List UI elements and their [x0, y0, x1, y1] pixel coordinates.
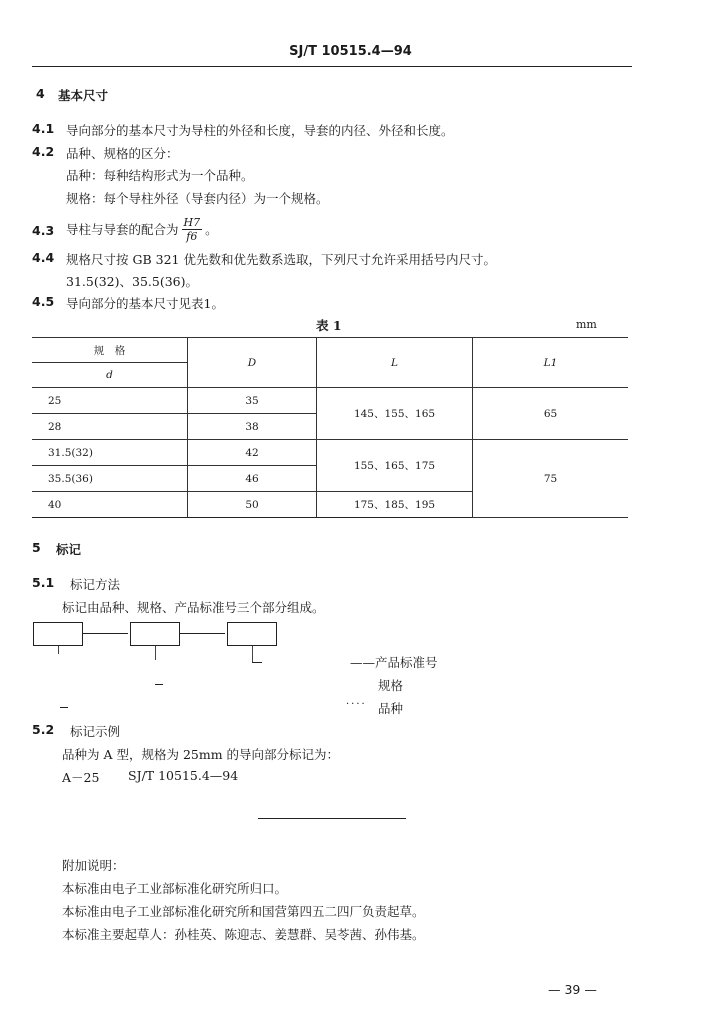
- cell-D: 38: [188, 414, 317, 440]
- page-number: — 39 —: [548, 982, 597, 997]
- connector-dash: [83, 633, 128, 634]
- dimension-table: [32, 337, 628, 518]
- cell-L1: 75: [473, 440, 629, 518]
- item-5-1-number: 5.1: [32, 575, 55, 590]
- cell-d: 28: [32, 414, 188, 440]
- header-D: D: [188, 338, 317, 388]
- kind-leader-dots: ····: [346, 699, 367, 710]
- header-L: L: [317, 338, 473, 388]
- spec-leader: [155, 646, 156, 660]
- item-4-4-text: 规格尺寸按 GB 321 优先数和优先数系选取，下列尺寸允许采用括号内尺寸。: [66, 252, 496, 267]
- notes-line: 本标准主要起草人：孙桂英、陈迎志、姜慧群、吴苓茜、孙伟基。: [62, 927, 425, 942]
- cell-L1: 65: [473, 388, 629, 440]
- spec-label: 规格: [378, 678, 404, 693]
- notes-title: 附加说明：: [62, 858, 125, 873]
- item-4-4-number: 4.4: [32, 250, 55, 265]
- table-unit: mm: [576, 318, 597, 331]
- item-4-3-end: 。: [205, 222, 218, 237]
- cell-d: 31.5(32): [32, 440, 188, 466]
- standard-leader: [252, 646, 253, 662]
- item-4-2-number: 4.2: [32, 144, 55, 159]
- section-5-number: 5: [32, 540, 41, 555]
- fit-fraction: [182, 216, 203, 243]
- item-4-3-line: [66, 212, 218, 246]
- header-L1: L1: [473, 338, 629, 388]
- kind-leader-foot: [60, 707, 68, 708]
- table-header-row: [32, 338, 628, 363]
- item-5-1-title: 标记方法: [70, 577, 121, 592]
- spec-box: [130, 622, 180, 646]
- spec-leader-foot: [155, 684, 163, 685]
- notes-line: 本标准由电子工业部标准化研究所和国营第四五二四厂负责起草。: [62, 904, 425, 919]
- item-4-3-text: 导柱与导套的配合为: [66, 222, 179, 237]
- kind-box: [33, 622, 83, 646]
- item-5-1-text: 标记由品种、规格、产品标准号三个部分组成。: [62, 600, 325, 615]
- cell-D: 46: [188, 466, 317, 492]
- section-4-title: 基本尺寸: [58, 88, 109, 103]
- item-4-4-continuation: 31.5(32)、35.5(36)。: [66, 274, 198, 289]
- notes-line: 本标准由电子工业部标准化研究所归口。: [62, 881, 288, 896]
- connector-dash: [180, 633, 225, 634]
- standard-number-label: ——产品标准号: [350, 655, 438, 670]
- item-4-1-number: 4.1: [32, 121, 55, 136]
- cell-D: 50: [188, 492, 317, 518]
- item-4-1-text: 导向部分的基本尺寸为导柱的外径和长度，导套的内径、外径和长度。: [66, 123, 454, 138]
- section-5-title: 标记: [56, 542, 82, 557]
- kind-label: 品种: [378, 701, 404, 716]
- standard-box: [227, 622, 277, 646]
- table-row: [32, 388, 628, 414]
- cell-L: 145、155、165: [317, 388, 473, 440]
- end-rule: [258, 818, 406, 819]
- cell-d: 35.5(36): [32, 466, 188, 492]
- item-4-3-number: 4.3: [32, 223, 55, 238]
- section-4-number: 4: [36, 86, 45, 101]
- example-kind-spec: A－25: [62, 770, 100, 785]
- item-4-5-text: 导向部分的基本尺寸见表1。: [66, 296, 224, 311]
- cell-d: 40: [32, 492, 188, 518]
- header-d: d: [32, 363, 188, 388]
- header-rule: [32, 66, 632, 67]
- cell-L: 175、185、195: [317, 492, 473, 518]
- cell-D: 42: [188, 440, 317, 466]
- item-5-2-text: 品种为 A 型，规格为 25mm 的导向部分标记为：: [62, 747, 340, 762]
- item-4-2-spec-line: 规格：每个导柱外径（导套内径）为一个规格。: [66, 191, 329, 206]
- cell-d: 25: [32, 388, 188, 414]
- table-title: 表 1: [316, 318, 342, 333]
- item-4-5-number: 4.5: [32, 294, 55, 309]
- item-5-2-number: 5.2: [32, 722, 55, 737]
- document-code-header: SJ/T 10515.4—94: [289, 44, 412, 59]
- example-standard: SJ/T 10515.4—94: [128, 768, 239, 783]
- item-4-2-text: 品种、规格的区分：: [66, 146, 179, 161]
- cell-D: 35: [188, 388, 317, 414]
- header-spec: 规 格: [32, 338, 188, 363]
- item-4-2-kind-line: 品种：每种结构形式为一个品种。: [66, 168, 254, 183]
- cell-L: 155、165、175: [317, 440, 473, 492]
- fit-denominator: f6: [186, 229, 198, 243]
- fit-numerator: H7: [183, 215, 201, 229]
- item-5-2-title: 标记示例: [70, 724, 121, 739]
- standard-leader-foot: [252, 662, 262, 663]
- table-row: [32, 440, 628, 466]
- kind-leader: [58, 646, 59, 654]
